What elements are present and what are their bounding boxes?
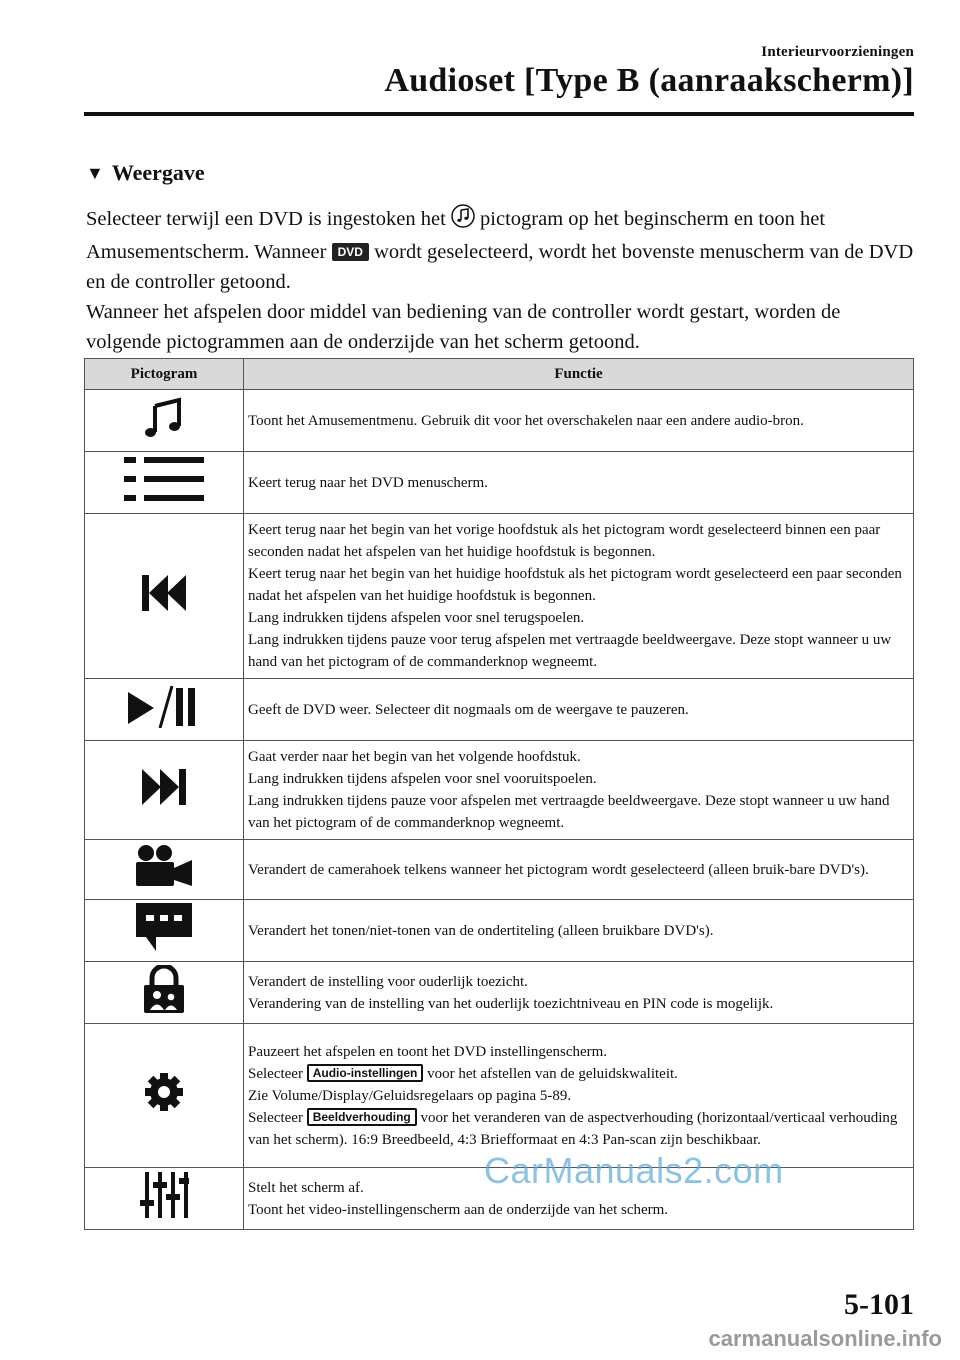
intro-text-c: wordt geselecteerd, wordt het bovenste menuscherm van de DVD en de controller getoond. [86, 241, 914, 293]
equalizer-icon [139, 1208, 189, 1224]
table-row [85, 1024, 914, 1168]
parental-lock-icon [142, 1001, 186, 1017]
function-text: Verandert de camerahoek telkens wanneer het pictogram wordt geselecteerd (alleen bruik-bare DVD's). [248, 861, 869, 878]
play-pause-icon [128, 716, 200, 732]
music-note-icon [141, 428, 187, 444]
function-text: Geeft de DVD weer. Selecteer dit nogmaals om de weergave te pauzeren. [248, 701, 689, 718]
function-text: Verandering van de instelling van het ouderlijk toezichtniveau en PIN code is mogelijk. [248, 995, 774, 1012]
camera-angle-icon [134, 876, 194, 892]
table-row [85, 452, 914, 514]
header-pictogram: Pictogram [85, 359, 244, 390]
function-text: Zie Volume/Display/Geluidsregelaars op pagina 5-89. [248, 1087, 572, 1104]
table-row [85, 962, 914, 1024]
list-menu-icon [124, 489, 204, 505]
subtitle-icon [136, 939, 192, 955]
select-word: Selecteer [248, 1065, 303, 1082]
select-word: Selecteer [248, 1109, 303, 1126]
section-marker: ▼ [86, 162, 104, 183]
intro-paragraph-1 [86, 204, 916, 297]
table-row [85, 390, 914, 452]
function-text: Toont het Amusementmenu. Gebruik dit voor het overschakelen naar een andere audio-bron. [248, 412, 804, 429]
function-text: Keert terug naar het begin van het huidige hoofdstuk als het pictogram wordt geselecteerd een paar seconden nadat het afspelen van het huidige hoofdstuk is begonnen. [248, 566, 902, 604]
function-text [248, 1063, 909, 1085]
function-text: Verandert de instelling voor ouderlijk toezicht. [248, 973, 528, 990]
intro-paragraph-2: Wanneer het afspelen door middel van bediening van de controller wordt gestart, worden de volgende pictogrammen aan de onderzijde van het scherm getoond. [86, 301, 841, 353]
function-text: Pauzeert het afspelen en toont het DVD instellingenscherm. [248, 1043, 608, 1060]
section-heading [86, 160, 205, 186]
function-text-part: voor het veranderen van de aspectverhouding (horizontaal/verticaal verhouding van het scherm). 16:9 Breedbeeld, 4:3 Briefformaat en 4:3 Pan-scan zijn beschikbaar. [248, 1109, 898, 1148]
function-text: Lang indrukken tijdens pauze voor afspelen met vertraagde beeldweergave. Deze stopt wanneer u uw hand van het pictogram of de commanderknop wegneemt. [248, 793, 890, 831]
function-text: Gaat verder naar het begin van het volgende hoofdstuk. [248, 749, 581, 765]
function-text: Lang indrukken tijdens afspelen voor snel terugspoelen. [248, 610, 585, 626]
table-row [85, 679, 914, 741]
function-text: Lang indrukken tijdens afspelen voor snel vooruitspoelen. [248, 771, 597, 787]
aspect-ratio-tag: Beeldverhouding [307, 1108, 417, 1126]
header-rule [84, 112, 914, 116]
icon-function-table [84, 358, 914, 1230]
function-text: Toont het video-instellingenscherm aan de onderzijde van het scherm. [248, 1201, 669, 1218]
header-function: Functie [244, 359, 914, 390]
dvd-tag: DVD [332, 243, 369, 261]
function-text: Stelt het scherm af. [248, 1179, 364, 1196]
page-number: 5-101 [844, 1288, 914, 1321]
intro-text-b: pictogram op het beginscherm en toon het Amusementscherm. Wanneer [86, 208, 826, 263]
function-text: Keert terug naar het DVD menuscherm. [248, 474, 488, 491]
skip-next-icon [142, 793, 186, 809]
table-row [85, 840, 914, 900]
table-row [85, 514, 914, 679]
page-title: Audioset [Type B (aanraakscherm)] [384, 62, 914, 99]
section-title: Weergave [111, 160, 205, 185]
function-text-part: voor het afstellen van de geluidskwaliteit. [423, 1065, 678, 1082]
intro-text [86, 204, 916, 357]
watermark: CarManuals2.com [484, 1150, 784, 1191]
header-category: Interieurvoorzieningen [761, 44, 914, 60]
audio-settings-tag: Audio-instellingen [307, 1064, 424, 1082]
footer-logo: carmanualsonline.info [708, 1326, 942, 1351]
skip-previous-icon [142, 599, 186, 615]
function-text: Lang indrukken tijdens pauze voor terug afspelen met vertraagde beeldweergave. Deze stopt wanneer u uw hand van het pictogram of de commanderknop wegneemt. [248, 632, 892, 670]
table-row [85, 900, 914, 962]
table-row [85, 741, 914, 840]
settings-gear-icon [144, 1100, 184, 1116]
function-text: Verandert het tonen/niet-tonen van de ondertiteling (alleen bruikbare DVD's). [248, 922, 714, 939]
intro-text-a: Selecteer terwijl een DVD is ingestoken het [86, 208, 451, 230]
function-text [248, 1107, 909, 1151]
function-text: Keert terug naar het begin van het vorige hoofdstuk als het pictogram wordt geselecteerd binnen een paar seconden nadat het afspelen van het huidige hoofdstuk is begonnen. [248, 522, 881, 560]
music-note-icon [451, 204, 475, 237]
